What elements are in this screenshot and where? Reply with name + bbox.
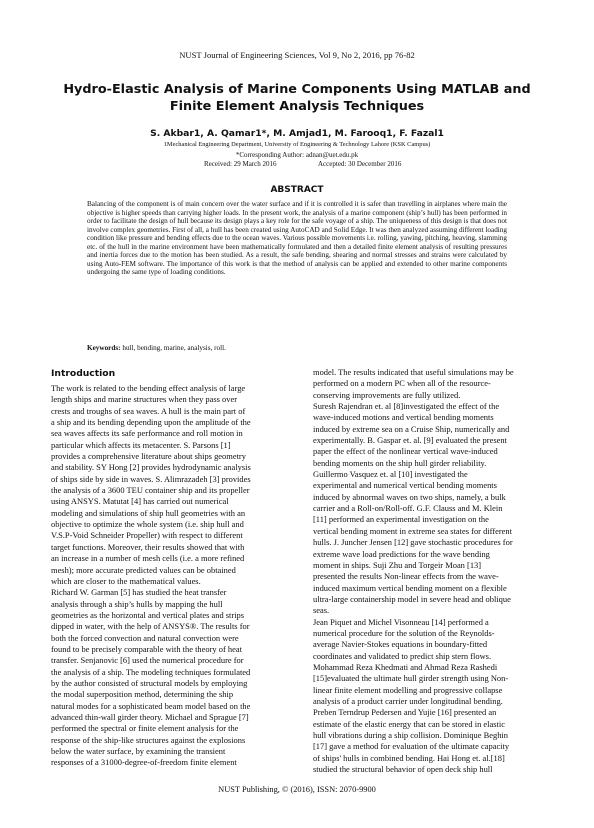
body-text-line: by the author consisted of structural models by employing [51, 677, 248, 688]
body-column-left [51, 383, 285, 769]
keywords-list: hull, bending, marine, analysis, roll. [122, 344, 226, 352]
body-text-line: paper the effect of the nonlinear vertical wave-induced [313, 446, 498, 457]
page-footer: NUST Publishing, © (2016), ISSN: 2070-9900 [218, 785, 376, 794]
body-text-line: [15]evaluated the ultimate hull girder strength using Non- [313, 673, 509, 684]
body-text-line: crests and troughs of sea waves. A hull is the main part of [51, 405, 246, 416]
body-text-line: wave-induced motions and vertical bending moments [313, 412, 494, 423]
body-text-line: which are closer to the mathematical values. [51, 575, 201, 586]
body-text-line: advanced thin-wall girder theory. Michael and Sprague [7] [51, 711, 249, 722]
body-text-line: Suresh Rajendran et. al [8]investigated the effect of the [313, 401, 500, 412]
body-text-line: conserving improvements are fully utilized. [313, 389, 461, 400]
body-text-line: using ANSYS. Matutat [4] has carried out numerical [51, 496, 229, 507]
body-text-line: model. The results indicated that useful simulations may be [313, 367, 514, 377]
body-text-line: performed on a modern PC when all of the resource- [313, 378, 491, 389]
body-text-line: dipped in water, with the help of ANSYS®. The results for [51, 621, 250, 632]
body-text-line: Guillermo Vasquez et. al [10] investigated the [313, 469, 468, 480]
body-text-line: particular which affects its metacenter. S. Parsons [1] [51, 439, 231, 450]
body-text-line: induced by abnormal waves on two ships, namely, a bulk [313, 491, 506, 502]
body-text-line: sea waves affects its safe performance and roll motion in [51, 428, 243, 439]
body-text-line: Jean Piquet and Michel Visonneau [14] performed a [313, 616, 489, 627]
body-text-line: objective to optimize the whole system (i.e. ship hull and [51, 519, 244, 530]
body-text-line: carrier and a Roll-on/Roll-off. G.F. Clauss and M. Klein [313, 503, 503, 514]
body-text-line: hulls. J. Juncher Jensen [12] gave stochastic procedures for [313, 537, 513, 548]
body-text-line: studied the structural behavior of open deck ship hull [313, 764, 493, 775]
body-text-line: The work is related to the bending effect analysis of large [51, 383, 246, 393]
body-text-line: experimental and numerical vertical bending moments [313, 480, 497, 491]
body-text-line: below the water surface, by examining the transient [51, 746, 226, 756]
body-text-line: ultra-large containership model in severe head and oblique [313, 593, 511, 604]
body-text-line: the analysis of a ship. The modeling techniques formulated [51, 666, 251, 677]
body-text-line: length ships and marine structures when they pass over [51, 394, 238, 405]
body-text-line: induced by extreme sea on a Cruise Ship, numerically and [313, 423, 510, 434]
body-text-line: of ships side by side in waves. S. Alimrazadeh [3] provides [51, 473, 251, 484]
body-text-line: Richard W. Garman [5] has studied the heat transfer [51, 587, 227, 598]
affiliation: 1Mechanical Engineering Department, University of Engineering & Technology Lahore (KSK Campus) [163, 141, 431, 148]
abstract-heading: ABSTRACT [270, 185, 324, 195]
body-text-line: responses of a 31000-degree-of-freedom finite element [51, 757, 237, 768]
body-text-line: target functions. Moreover, their results showed that with [51, 541, 245, 552]
section-heading-introduction: Introduction [51, 368, 116, 379]
body-text-line: the analysis of a 3600 TEU container ship and its propeller [51, 485, 250, 496]
keywords-line [87, 344, 507, 352]
body-text-line: performed the spectral or finite element analysis for the [51, 723, 239, 734]
body-text-line: extreme wave load predictions for the wave bending [313, 548, 490, 559]
body-text-line: hull vibrations during a ship collision. Dominique Beghin [313, 730, 508, 740]
body-text-line: Mohammad Reza Khedmati and Ahmad Reza Rashedi [313, 661, 498, 672]
body-text-line: V.S.P-Void Schneider Propeller) with respect to different [51, 530, 243, 541]
keywords-label: Keywords: [87, 344, 121, 352]
body-column-right [313, 367, 544, 775]
body-text-line: of ships' hulls in combined bending. Hai Hong et. al.[18] [313, 752, 505, 763]
accepted-date: Accepted: 30 December 2016 [318, 160, 402, 168]
body-text-line: and stability. SY Hong [2] provides hydrodynamic analysis [51, 462, 251, 473]
body-text-line: Preben Terndrup Pedersen and Yujie [16] presented an [313, 707, 497, 718]
abstract-text: Balancing of the component is of main concern over the water surface and if it is controlled it is safer than travelling in airplanes where main the objective is higher speeds than carrying higher loads. In the present work, the analysis of a marine component (ship’s hull) has been performed in order to facilitate the design of hull because its design plays a key role for the safe voyage of a ship. The uniqueness of this design is that does not involve complex geometries. First of all, a hull has been created using AutoCAD and Solid Edge. It was then analyzed assuming different loading condition like pressure and bending effects due to the ocean waves. Various possible movements i.e. rolling, yawing, pitching, heaving, slamming etc. of the hull in the marine environment have been mathematically formulated and then a detailed finite element analysis of resulting pressures and inertia forces due to the motion has been studied. As a result, the safe bending, shearing and normal stresses and strains were calculated by using Auto-FEM software. The importance of this work is that the method of analysis can be applied and extended to other marine components undergoing the same type of loading conditions. [87, 200, 507, 277]
author-list: S. Akbar1, A. Qamar1*, M. Amjad1, M. Farooq1, F. Fazal1 [150, 128, 444, 139]
body-text-line: geometries as the horizontal and vertical plates and strips [51, 609, 245, 620]
body-text-line: transfer. Senjanovic [6] used the numerical procedure for [51, 655, 244, 666]
body-text-line: [17] gave a method for evaluation of the ultimate capacity [313, 741, 510, 752]
body-text-line: estimate of the elastic energy that can be stored in elastic [313, 718, 505, 729]
body-text-line: seas. [313, 605, 330, 616]
body-text-line: response of the ship-like structures against the explosions [51, 734, 246, 745]
body-text-line: analysis of a product carrier under longitudinal bending. [313, 695, 503, 706]
body-text-line: induced maximum vertical bending moment on a flexible [313, 582, 507, 593]
body-text-line: linear finite element modelling and progressive collapse [313, 684, 503, 695]
body-text-line: natural modes for a sophisticated beam model based on the [51, 700, 251, 711]
body-text-line: experimentally. B. Gaspar et. al. [9] evaluated the present [313, 435, 507, 446]
body-text-line: bending moments on the ship hull girder reliability. [313, 457, 487, 468]
body-text-line: mesh); more accurate predicted values can be obtained [51, 564, 236, 575]
body-text-line: moment in ships. Suji Zhu and Torgeir Moan [13] [313, 559, 482, 570]
body-text-line: vertical bending moment in extreme sea states for different [313, 525, 512, 536]
body-text-line: provides a comprehensive literature about ships geometry [51, 451, 246, 462]
body-text-line: modeling and simulations of ship hull geometries with an [51, 507, 246, 518]
body-text-line: both the forced convection and natural convection were [51, 632, 239, 643]
body-text-line: analysis through a ship’s hulls by mapping the hull [51, 598, 223, 609]
body-text-line: presented the results Non-linear effects from the wave- [313, 571, 499, 582]
received-date: Received: 29 March 2016 [204, 160, 277, 168]
paper-title: Hydro-Elastic Analysis of Marine Components Using MATLAB and Finite Element Analysis Techniques [63, 82, 531, 114]
body-text-line: numerical procedure for the solution of the Reynolds- [313, 627, 495, 638]
body-text-line: an increase in a number of mesh cells (i.e. a more refined [51, 553, 245, 564]
body-text-line: a ship and its bending depending upon the amplitude of the [51, 417, 251, 428]
body-text-line: coordinates and validated to predict ship stern flows. [313, 650, 492, 661]
body-text-line: found to be precisely comparable with the theory of heat [51, 643, 242, 654]
body-text-line: average Navier-Stokes equations in boundary-fitted [313, 639, 488, 650]
corresponding-author: *Corresponding Author: adnan@uet.edu.pk [235, 151, 359, 159]
journal-header: NUST Journal of Engineering Sciences, Vol 9, No 2, 2016, pp 76-82 [179, 50, 415, 60]
body-text-line: the modal superposition method, determining the ship [51, 689, 234, 700]
body-text-line: [11] performed an experimental investigation on the [313, 514, 489, 525]
